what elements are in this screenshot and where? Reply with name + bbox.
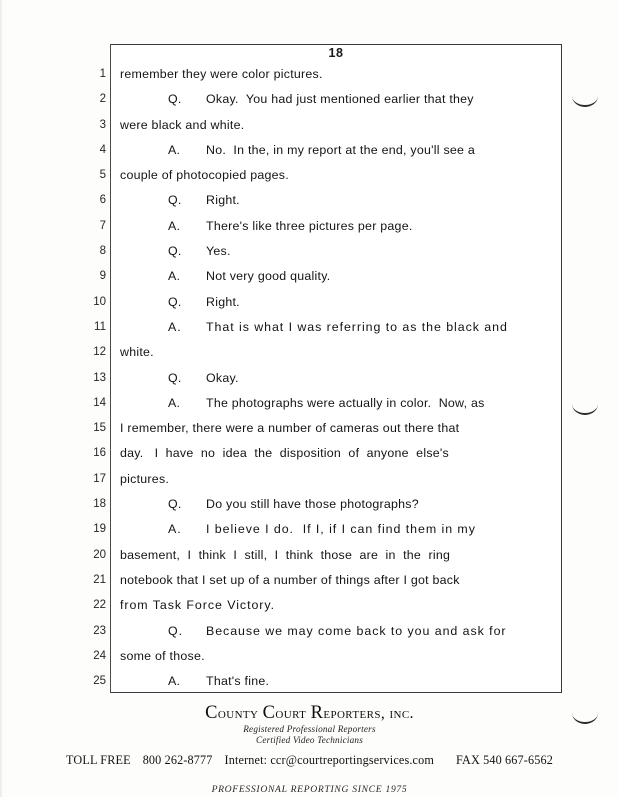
transcript-line xyxy=(120,315,552,340)
scan-edge-shadow xyxy=(0,0,3,797)
transcript-line-text: There's like three pictures per page. xyxy=(206,218,413,233)
line-number: 15 xyxy=(93,422,106,435)
transcript-line xyxy=(120,138,552,163)
company-name-initial-2: C xyxy=(262,703,276,723)
transcript-line xyxy=(120,113,552,138)
line-number: 24 xyxy=(93,649,106,662)
tagline-registered-reporters: Registered Professional Reporters xyxy=(243,724,376,734)
line-number: 3 xyxy=(99,118,106,131)
transcript-line-text: Okay. xyxy=(206,370,239,385)
speaker-label: A. xyxy=(168,674,181,689)
transcript-line-text: Yes. xyxy=(206,244,231,259)
contact-line xyxy=(0,753,619,768)
company-name-part-1: ounty xyxy=(217,705,263,722)
speaker-label: Q. xyxy=(168,193,182,208)
speaker-label: A. xyxy=(168,522,182,537)
line-number: 16 xyxy=(93,447,106,460)
transcript-line-text: Not very good quality. xyxy=(206,269,331,284)
footer-masthead xyxy=(0,703,619,795)
line-number: 9 xyxy=(99,270,106,283)
hole-punch-mark-2 xyxy=(572,404,598,415)
line-number: 22 xyxy=(93,599,106,612)
speaker-label: Q. xyxy=(168,623,183,638)
line-number: 6 xyxy=(99,194,106,207)
line-number: 4 xyxy=(99,143,106,156)
transcript-line-text: No. In the, in my report at the end, you'll see a xyxy=(206,142,476,157)
transcript-line-text: The photographs were actually in color. Now, as xyxy=(206,395,485,410)
transcript-line xyxy=(120,416,552,441)
transcript-line-text: basement, I think I still, I think those are in the ring xyxy=(120,547,451,562)
line-number: 20 xyxy=(93,548,106,561)
tagline-video-technicians: Certified Video Technicians xyxy=(256,735,363,746)
speaker-label: A. xyxy=(168,319,182,334)
transcript-line-text: I remember, there were a number of cameras out there that xyxy=(120,421,460,436)
line-number: 11 xyxy=(94,320,106,333)
transcript-line-text: notebook that I set up of a number of things after I got back xyxy=(120,572,460,587)
company-name xyxy=(0,703,619,724)
line-number: 14 xyxy=(93,396,106,409)
company-suffix: inc. xyxy=(389,705,414,722)
toll-free-number: 800 262-8777 xyxy=(142,752,213,767)
speaker-label: Q. xyxy=(168,294,182,309)
transcript-line xyxy=(120,290,552,315)
internet-label: Internet: xyxy=(224,752,268,767)
line-number: 12 xyxy=(93,346,106,359)
transcript-line-text: remember they were color pictures. xyxy=(120,67,323,81)
company-slogan: PROFESSIONAL REPORTING SINCE 1975 xyxy=(211,783,408,795)
transcript-line-text: were black and white. xyxy=(120,117,245,132)
fax-label: FAX xyxy=(455,752,480,767)
line-number: 21 xyxy=(93,573,106,586)
line-number-vertical-rule xyxy=(110,44,111,693)
transcript-line-text: That's fine. xyxy=(206,674,270,689)
transcript-line xyxy=(120,62,552,87)
transcript-line-text: Right. xyxy=(206,193,240,208)
speaker-label: A. xyxy=(168,142,181,157)
transcript-line xyxy=(120,441,552,466)
line-number: 19 xyxy=(93,523,106,536)
line-number: 25 xyxy=(93,675,106,688)
transcript-line xyxy=(120,391,552,416)
line-number-column xyxy=(78,62,106,694)
transcript-line xyxy=(120,593,552,618)
line-number: 17 xyxy=(93,472,106,485)
transcript-line-text: some of those. xyxy=(120,648,205,663)
speaker-label: Q. xyxy=(168,497,182,512)
speaker-label: Q. xyxy=(168,370,182,385)
transcript-line-text: white. xyxy=(120,345,154,360)
transcript-line-text: I believe I do. If I, if I can find them in my xyxy=(206,522,476,537)
transcript-line xyxy=(120,214,552,239)
speaker-label: Q. xyxy=(168,244,182,259)
transcript-line xyxy=(120,239,552,264)
transcript-line xyxy=(120,340,552,365)
line-number: 2 xyxy=(99,93,106,106)
company-name-initial-1: C xyxy=(205,703,218,723)
hole-punch-mark-1 xyxy=(572,96,598,107)
line-number: 18 xyxy=(93,498,106,511)
transcript-line xyxy=(120,619,552,644)
transcript-line xyxy=(120,492,552,517)
transcript-line-text: Do you still have those photographs? xyxy=(206,497,419,512)
speaker-label: A. xyxy=(168,218,181,233)
line-number: 1 xyxy=(99,68,106,80)
transcript-line xyxy=(120,669,552,694)
transcript-line-text: couple of photocopied pages. xyxy=(120,168,289,183)
line-number: 13 xyxy=(93,371,106,384)
company-name-part-3: eporters, xyxy=(323,705,390,722)
transcript-line-text: Okay. You had just mentioned earlier that they xyxy=(206,92,474,107)
transcript-line-text: pictures. xyxy=(120,471,170,486)
transcript-line xyxy=(120,644,552,669)
transcript-line-text: That is what I was referring to as the black and xyxy=(206,319,508,334)
line-number: 23 xyxy=(93,624,106,637)
transcript-line xyxy=(120,366,552,391)
page-number: 18 xyxy=(328,46,344,60)
transcript-line-text: Right. xyxy=(206,294,240,309)
transcript-body xyxy=(120,62,552,694)
transcript-line xyxy=(120,87,552,112)
transcript-line xyxy=(120,543,552,568)
line-number: 7 xyxy=(99,219,106,232)
transcript-line-text: from Task Force Victory. xyxy=(120,598,275,613)
transcript-line xyxy=(120,517,552,542)
company-name-part-2: ourt xyxy=(275,705,311,722)
line-number: 8 xyxy=(99,245,106,258)
speaker-label: A. xyxy=(168,395,181,410)
internet-email[interactable]: ccr@courtreportingservices.com xyxy=(270,752,434,767)
transcript-line xyxy=(120,264,552,289)
toll-free-label: TOLL FREE xyxy=(66,752,131,767)
speaker-label: A. xyxy=(168,269,181,284)
company-name-initial-3: R xyxy=(310,703,324,723)
transcript-line xyxy=(120,568,552,593)
transcript-line-text: day. I have no idea the disposition of anyone else's xyxy=(120,446,449,461)
line-number: 10 xyxy=(93,295,106,308)
speaker-label: Q. xyxy=(168,92,182,107)
transcript-line xyxy=(120,163,552,188)
transcript-line xyxy=(120,188,552,213)
fax-number: 540 667-6562 xyxy=(483,752,553,767)
line-number: 5 xyxy=(99,169,106,182)
transcript-line-text: Because we may come back to you and ask for xyxy=(206,623,507,638)
transcript-line xyxy=(120,467,552,492)
